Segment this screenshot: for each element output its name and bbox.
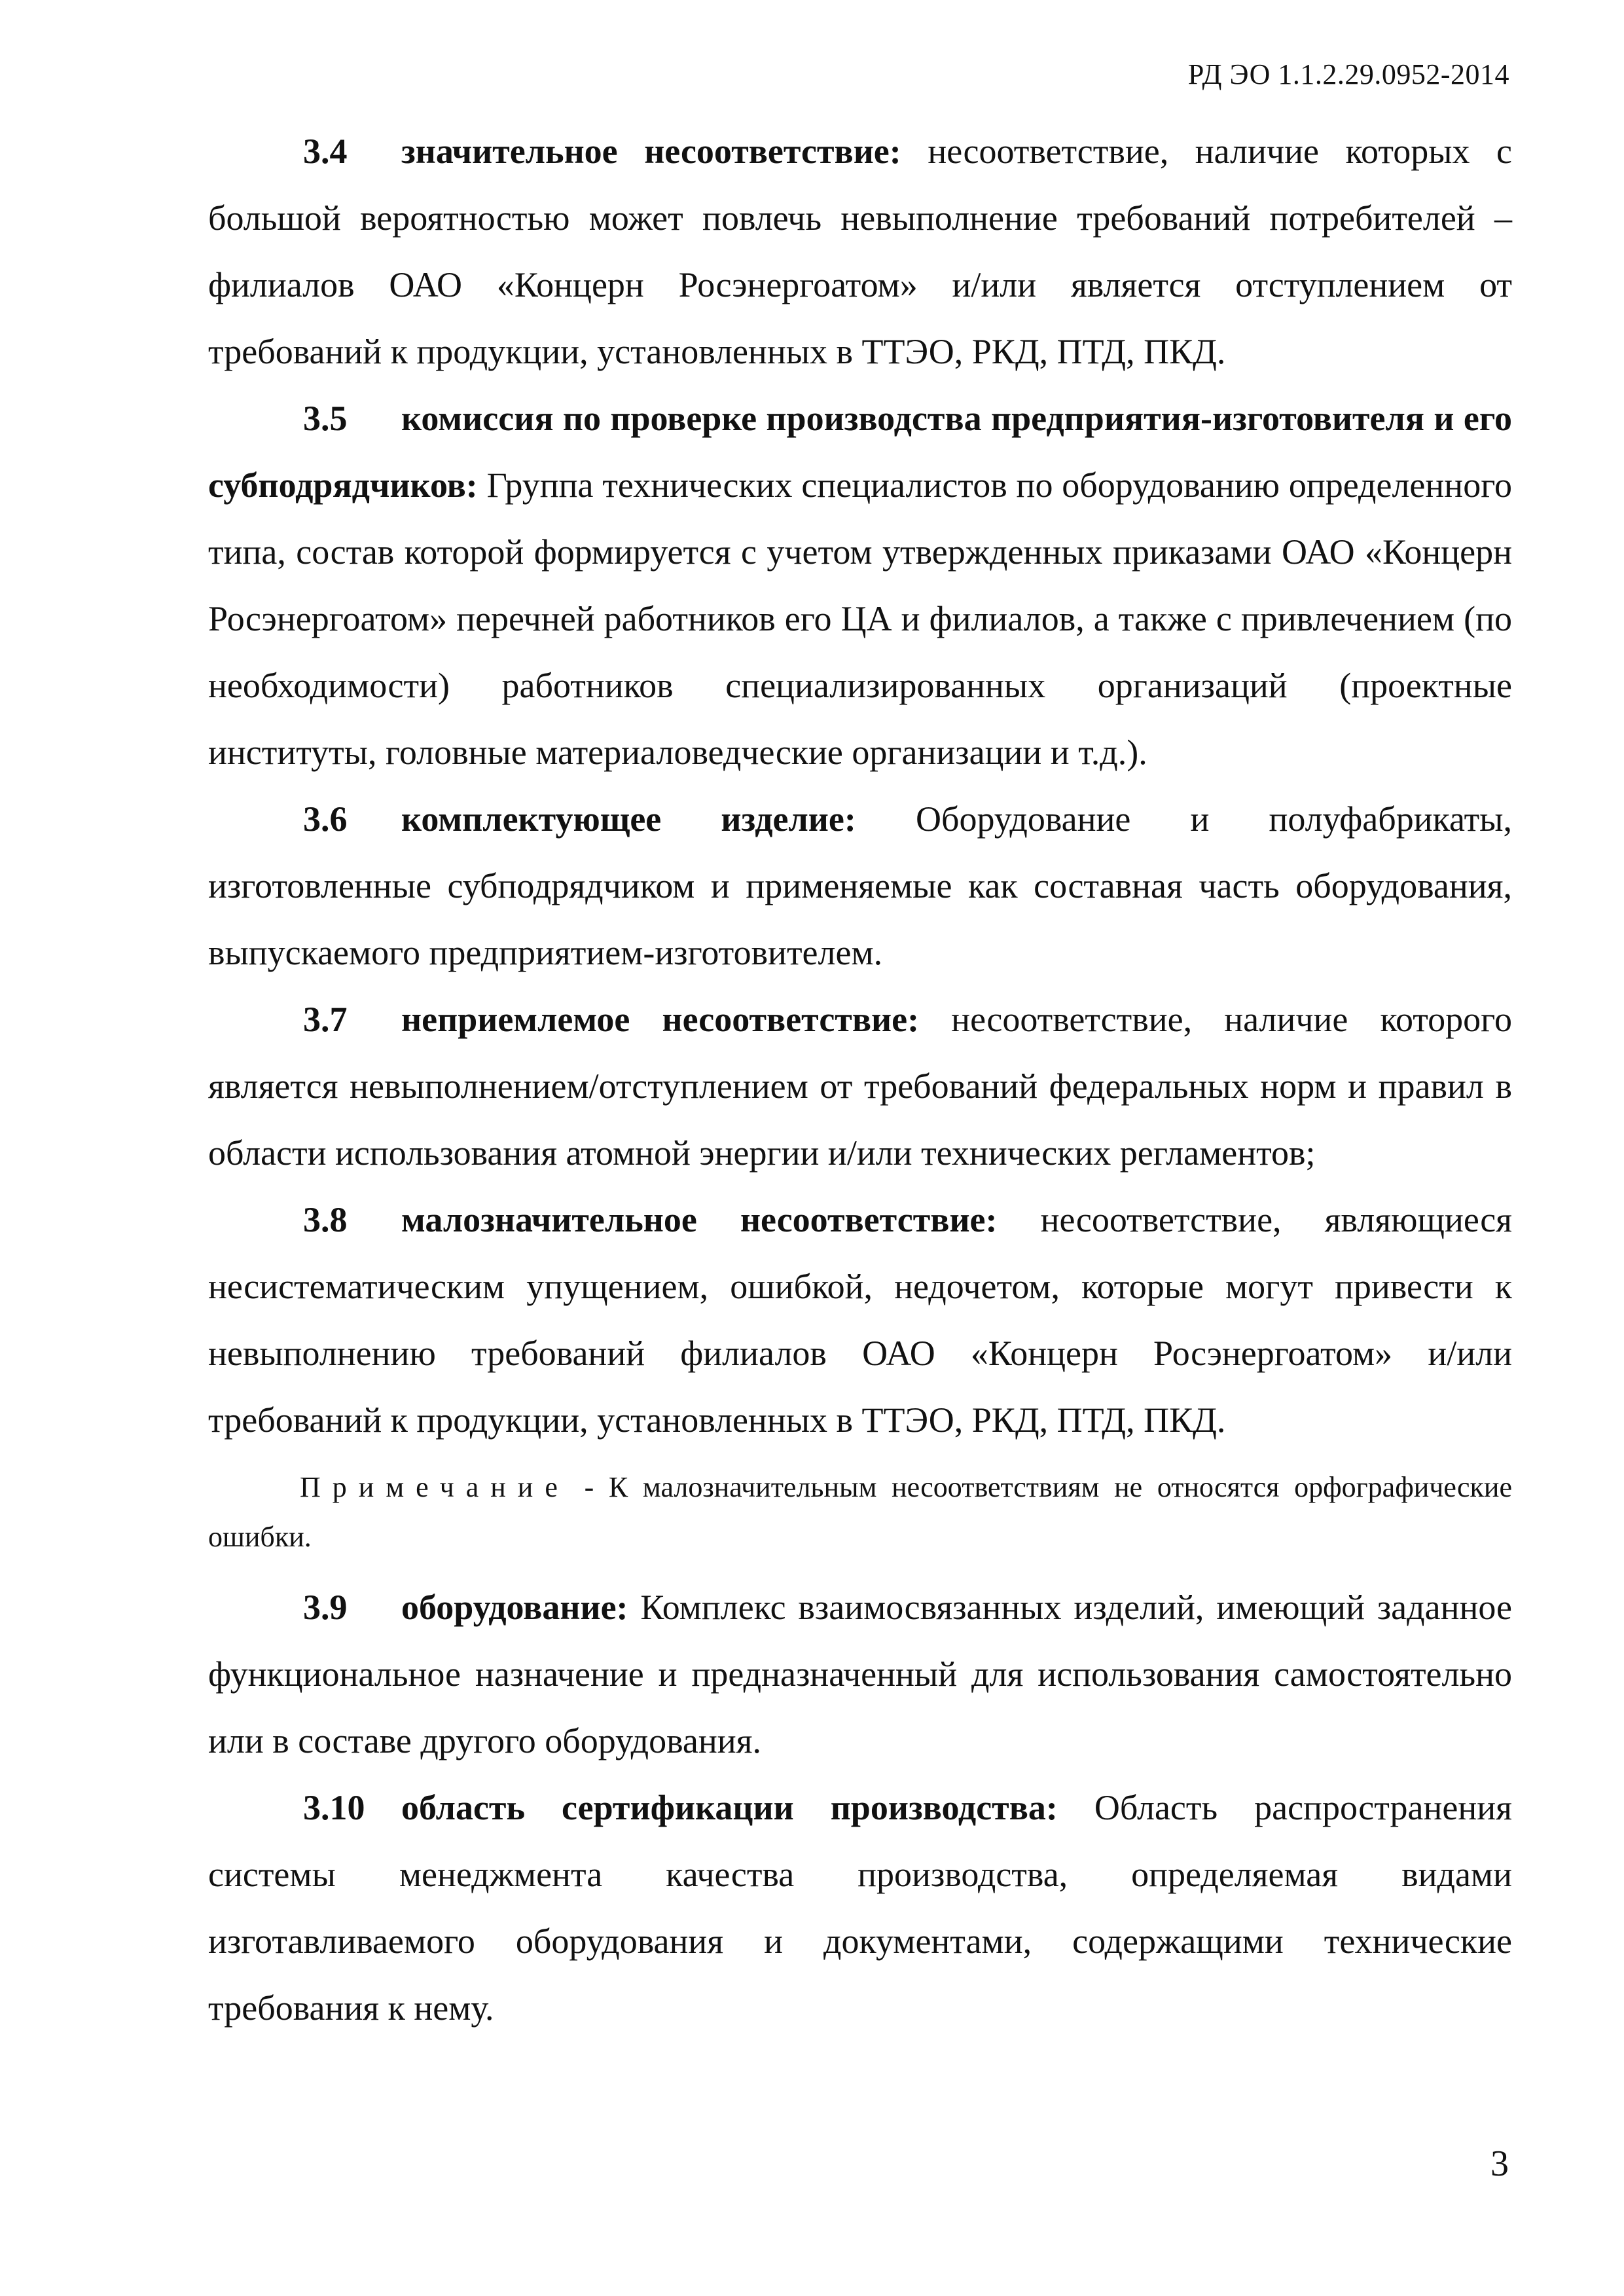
term-number: 3.9: [303, 1588, 348, 1627]
term-name: значительное несоответствие:: [401, 132, 901, 171]
term-definition: несоответствие, наличие которого является невыполнением/отступлением от требований федеральных норм и правил в области использования атомной энергии и/или технических регламентов;: [208, 1000, 1512, 1173]
term-definition: Область распространения системы менеджмента качества производства, определяемая видами изготавливаемого оборудования и документами, содержащими технические требования к нему.: [208, 1788, 1512, 2028]
term-3-5: [208, 385, 1512, 786]
term-definition: Комплекс взаимосвязанных изделий, имеющий заданное функциональное назначение и предназначенный для использования самостоятельно или в составе другого оборудования.: [208, 1588, 1512, 1760]
term-3-10: [208, 1774, 1512, 2041]
note-label: Примечание: [300, 1471, 569, 1503]
term-3-7: [208, 986, 1512, 1186]
term-definition: Группа технических специалистов по оборудованию определенного типа, состав которой формируется с учетом утвержденных приказами ОАО «Концерн Росэнергоатом» перечней работников его ЦА и филиалов, а также с привлечением (по необходимости) работников специализированных организаций (проектные институты, головные материаловедческие организации и т.д.).: [208, 465, 1512, 772]
page-number: 3: [1490, 2143, 1509, 2184]
term-number: 3.6: [303, 799, 348, 839]
term-name: комплектующее изделие:: [401, 799, 856, 839]
term-name: неприемлемое несоответствие:: [401, 1000, 920, 1039]
note: [208, 1463, 1512, 1562]
term-number: 3.4: [303, 132, 348, 171]
term-name: область сертификации производства:: [401, 1788, 1058, 1827]
term-3-4: [208, 118, 1512, 385]
note-text: - К малозначительным несоответствиям не относятся орфографические ошибки.: [208, 1471, 1512, 1553]
term-name: комиссия по проверке производства предприятия-изготовителя и его субподрядчиков:: [208, 399, 1512, 505]
term-number: 3.7: [303, 1000, 348, 1039]
term-name: оборудование:: [401, 1588, 628, 1627]
term-definition: несоответствие, являющиеся несистематическим упущением, ошибкой, недочетом, которые могут привести к невыполнению требований филиалов ОАО «Концерн Росэнергоатом» и/или требований к продукции, установленных в ТТЭО, РКД, ПТД, ПКД.: [208, 1200, 1513, 1440]
term-number: 3.5: [303, 399, 348, 438]
page-content: [208, 118, 1512, 2041]
term-name: малозначительное несоответствие:: [401, 1200, 998, 1239]
term-number: 3.8: [303, 1200, 348, 1239]
term-3-8: [208, 1186, 1512, 1453]
document-code: РД ЭО 1.1.2.29.0952-2014: [1187, 58, 1509, 90]
term-3-6: [208, 786, 1512, 986]
term-number: 3.10: [303, 1788, 365, 1827]
term-definition: несоответствие, наличие которых с большой вероятностью может повлечь невыполнение требований потребителей – филиалов ОАО «Концерн Росэнергоатом» и/или является отступлением от требований к продукции, установленных в ТТЭО, РКД, ПТД, ПКД.: [208, 132, 1513, 371]
term-3-9: [208, 1574, 1512, 1774]
term-definition: Оборудование и полуфабрикаты, изготовленные субподрядчиком и применяемые как составная часть оборудования, выпускаемого предприятием-изготовителем.: [208, 799, 1512, 972]
